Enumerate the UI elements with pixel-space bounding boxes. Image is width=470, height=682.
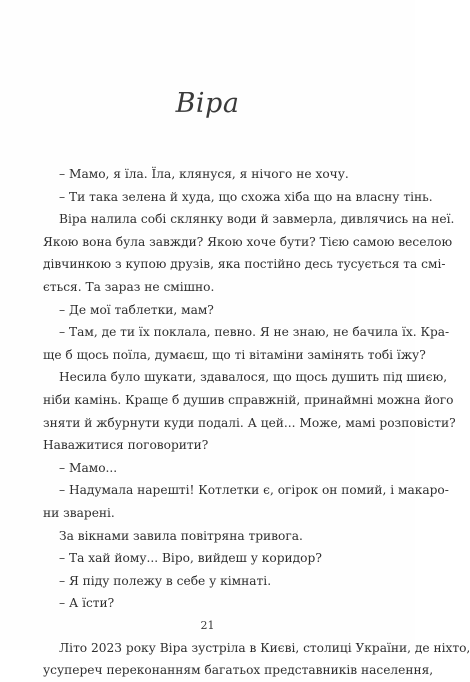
body-text	[43, 163, 470, 682]
text-line: усупереч переконанням багатьох представників населення,	[43, 663, 434, 678]
text-line: зняти й жбурнути куди подалі. А цей... Може, мамі розповісти?	[43, 415, 456, 430]
text-line: ється. Та зараз не смішно.	[43, 279, 215, 294]
text-line: За вікнами завила повітряна тривога.	[59, 528, 303, 543]
text-line: ни зварені.	[43, 505, 115, 520]
text-line: Віра налила собі склянку води й завмерла, дивлячись на неї.	[59, 212, 455, 227]
text-line: Якою вона була завжди? Якою хоче бути? Тією самою веселою	[43, 234, 453, 249]
text-line: – Та хай йому... Віро, вийдеш у коридор?	[59, 551, 322, 566]
text-line: – Де мої таблетки, мам?	[59, 302, 214, 317]
chapter-title: Віра	[175, 88, 240, 119]
text-line: – Надумала нарешті! Котлетки є, огірок он помий, і макаро-	[59, 483, 449, 498]
text-line: – А їсти?	[59, 596, 115, 611]
text-line: – Мамо, я їла. Їла, клянуся, я нічого не хочу.	[59, 167, 349, 181]
text-line: Несила було шукати, здавалося, що щось душить під шиєю,	[59, 370, 448, 385]
text-line: – Я піду полежу в себе у кімнаті.	[59, 573, 272, 588]
text-line: Наважитися поговорити?	[43, 438, 209, 453]
page-number: 21	[200, 619, 215, 632]
text-line: ще б щось поїла, думаєш, що ті вітаміни замінять тобі їжу?	[43, 347, 426, 362]
text-line: – Ти така зелена й худа, що схожа хіба що на власну тінь.	[59, 189, 433, 204]
text-line: – Мамо...	[59, 460, 118, 475]
text-line: ніби камінь. Краще б душив справжній, принаймні можна його	[43, 392, 454, 407]
text-line: – Там, де ти їх поклала, певно. Я не знаю, не бачила їх. Кра-	[59, 325, 450, 340]
text-line: дівчинкою з купою друзів, яка постійно десь тусується та смі-	[43, 257, 446, 272]
text-line: Літо 2023 року Віра зустріла в Києві, столиці України, де ніхто,	[59, 640, 470, 655]
